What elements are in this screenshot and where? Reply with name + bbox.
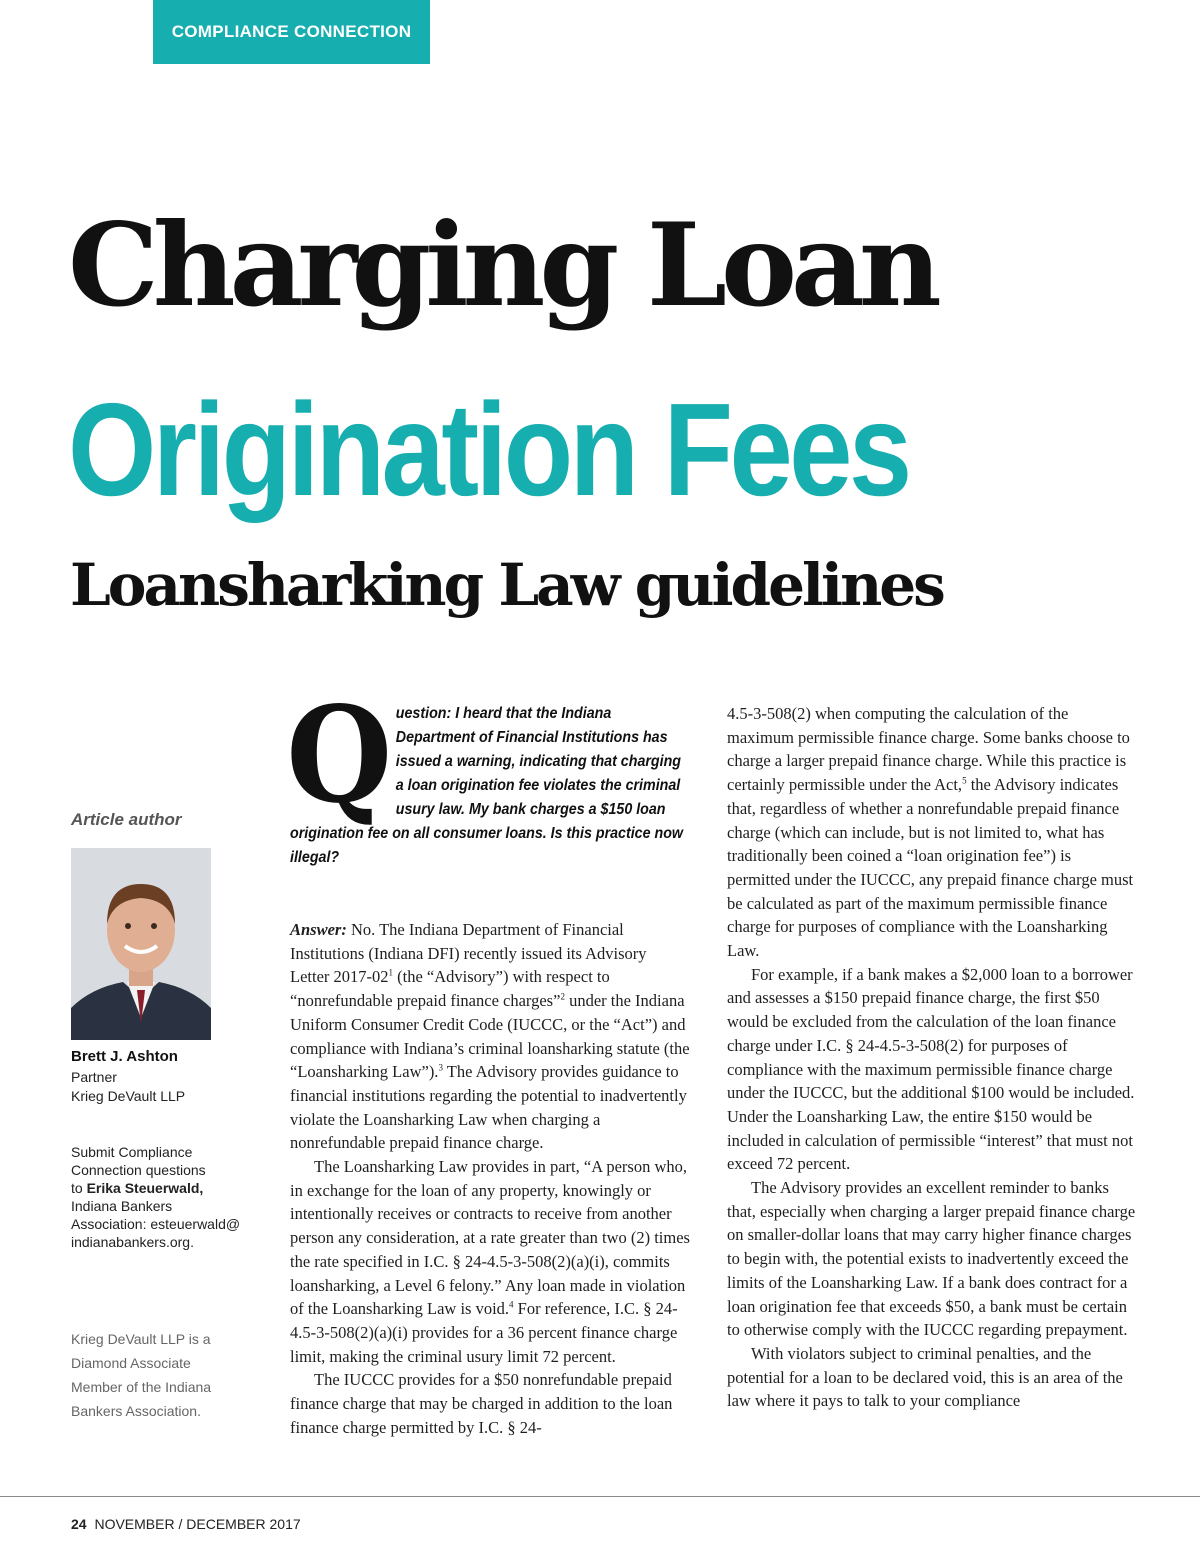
author-label: Article author — [71, 810, 182, 829]
page-number: 24 — [71, 1516, 87, 1532]
body-paragraph — [727, 702, 1137, 963]
submit-note-line: Connection questions — [71, 1162, 206, 1178]
body-paragraph: With violators subject to criminal penalties, and the potential for a loan to be declared void, this is an area of the law where it pays to talk to your compliance — [727, 1343, 1123, 1411]
footnote-ref: 4 — [509, 1299, 514, 1310]
body-paragraph: The IUCCC provides for a $50 nonrefundable prepaid finance charge that may be charged in addition to the loan finance charge permitted by I.C. § 24- — [290, 1370, 673, 1437]
body-text: the Advisory indicates that, regardless of whether a nonrefundable prepaid finance charge (which can include, but is not limited to, what has traditionally been coined a “loan origination fee”) is permitted under the IUCCC, any prepaid finance charge must be calculated as part of the maximum permissible finance charge for purposes of compliance with the Loansharking Law. — [727, 775, 1134, 961]
section-label: COMPLIANCE CONNECTION — [153, 0, 430, 64]
article-column-left — [286, 678, 690, 1439]
answer-text: No. The Indiana Department of Financial Institutions (Indiana DFI) recently issued its Advisory Letter 2017-02 — [290, 920, 647, 987]
submit-note-line: Association: esteuerwald@ — [71, 1216, 241, 1232]
drop-cap: Q — [286, 678, 393, 833]
issue-date: NOVEMBER / DECEMBER 2017 — [94, 1516, 301, 1532]
member-note-line: Member of the Indiana — [71, 1379, 212, 1395]
member-note-line: Krieg DeVault LLP is a — [71, 1331, 211, 1347]
body-text: 4.5-3-508(2) when computing the calculation of the maximum permissible finance charge. Some banks choose to charge a larger prepaid finance charge. While this practice is certainly permissible under the Act, — [727, 704, 1130, 795]
footnote-ref: 3 — [438, 1062, 443, 1073]
submit-note-line: Submit Compliance — [71, 1144, 193, 1160]
answer-text: under the Indiana Uniform Consumer Credit Code (IUCCC, or the “Act”) and compliance with Indiana’s criminal loansharking statute (the “Loansharking Law”). — [290, 991, 690, 1082]
submit-note-line: indianabankers.org. — [71, 1234, 194, 1250]
body-text: For reference, I.C. § 24-4.5-3-508(2)(a)(i) provides for a 36 percent finance charge limit, making the criminal usury limit 72 percent. — [290, 1299, 678, 1366]
answer-text: (the “Advisory”) with respect to “nonrefundable prepaid finance charges” — [290, 967, 610, 1011]
member-note-line: Diamond Associate — [71, 1355, 191, 1371]
title-line-1: Charging Loan — [68, 198, 936, 332]
author-role: Partner — [71, 1069, 117, 1085]
body-paragraph: The Advisory provides an excellent reminder to banks that, especially when charging a larger prepaid finance charge on smaller-dollar loans that may carry higher finance charges to begin with, the potential exists to inadvertently exceed the limits of the Loansharking Law. If a bank does contract for a loan origination fee that exceeds $50, a bank must be certain to otherwise comply with the IUCCC regarding prepayment. — [727, 1178, 1136, 1340]
submit-note-line: Indiana Bankers — [71, 1198, 173, 1214]
submit-contact-name: Erika Steuerwald, — [86, 1180, 204, 1196]
question-paragraph — [286, 678, 690, 870]
footnote-ref: 5 — [962, 775, 967, 786]
member-note — [71, 1327, 271, 1423]
submit-note-prefix: to — [71, 1180, 87, 1196]
footer-divider — [0, 1496, 1200, 1497]
article-column-right — [727, 702, 1137, 1413]
footnote-ref: 1 — [388, 967, 394, 978]
submit-questions-note — [71, 1143, 271, 1251]
answer-paragraph — [290, 918, 690, 1155]
body-paragraph: For example, if a bank makes a $2,000 loan to a borrower and assesses a $150 prepaid finance charge, the first $50 would be excluded from the calculation of the loan finance charge under I.C. § 24-4.5-3-508(2) for purposes of compliance with the maximum permissible finance charge under the IUCCC, but the additional $100 would be included. Under the Loansharking Law, the entire $150 would be included in calculation of permissible “interest” that must not exceed 72 percent. — [727, 964, 1135, 1174]
answer-label: Answer: — [290, 920, 347, 939]
author-photo — [71, 848, 211, 1040]
answer-text: The Advisory provides guidance to financial institutions regarding the potential to inadvertently violate the Loansharking Law when charging a nonrefundable prepaid finance charge. — [290, 1062, 687, 1153]
body-paragraph — [290, 1155, 690, 1368]
author-organization: Krieg DeVault LLP — [71, 1088, 186, 1104]
title-line-2: Origination Fees — [68, 376, 909, 523]
body-text: The Loansharking Law provides in part, “A person who, in exchange for the loan of any property, knowingly or intentionally receives or contracts to receive from another person any consideration, at a rate greater than two (2) times the rate specified in I.C. § 24-4.5-3-508(2)(a)(i), commits loansharking, a Level 6 felony.” Any loan made in violation of the Loansharking Law is void. — [290, 1157, 690, 1319]
footnote-ref: 2 — [560, 991, 565, 1002]
subtitle: Loansharking Law guidelines — [70, 551, 943, 619]
question-text: uestion: I heard that the Indiana Department of Financial Institutions has issued a warning, indicating that charging a loan origination fee violates the criminal usury law. My bank charges a $150 loan origination fee on all consumer loans. Is this practice now illegal? — [290, 705, 684, 866]
author-name: Brett J. Ashton — [71, 1048, 178, 1065]
submit-note-line — [71, 1179, 271, 1197]
page-footer — [71, 1516, 301, 1532]
author-portrait-icon — [71, 848, 211, 1040]
member-note-line: Bankers Association. — [71, 1403, 201, 1419]
